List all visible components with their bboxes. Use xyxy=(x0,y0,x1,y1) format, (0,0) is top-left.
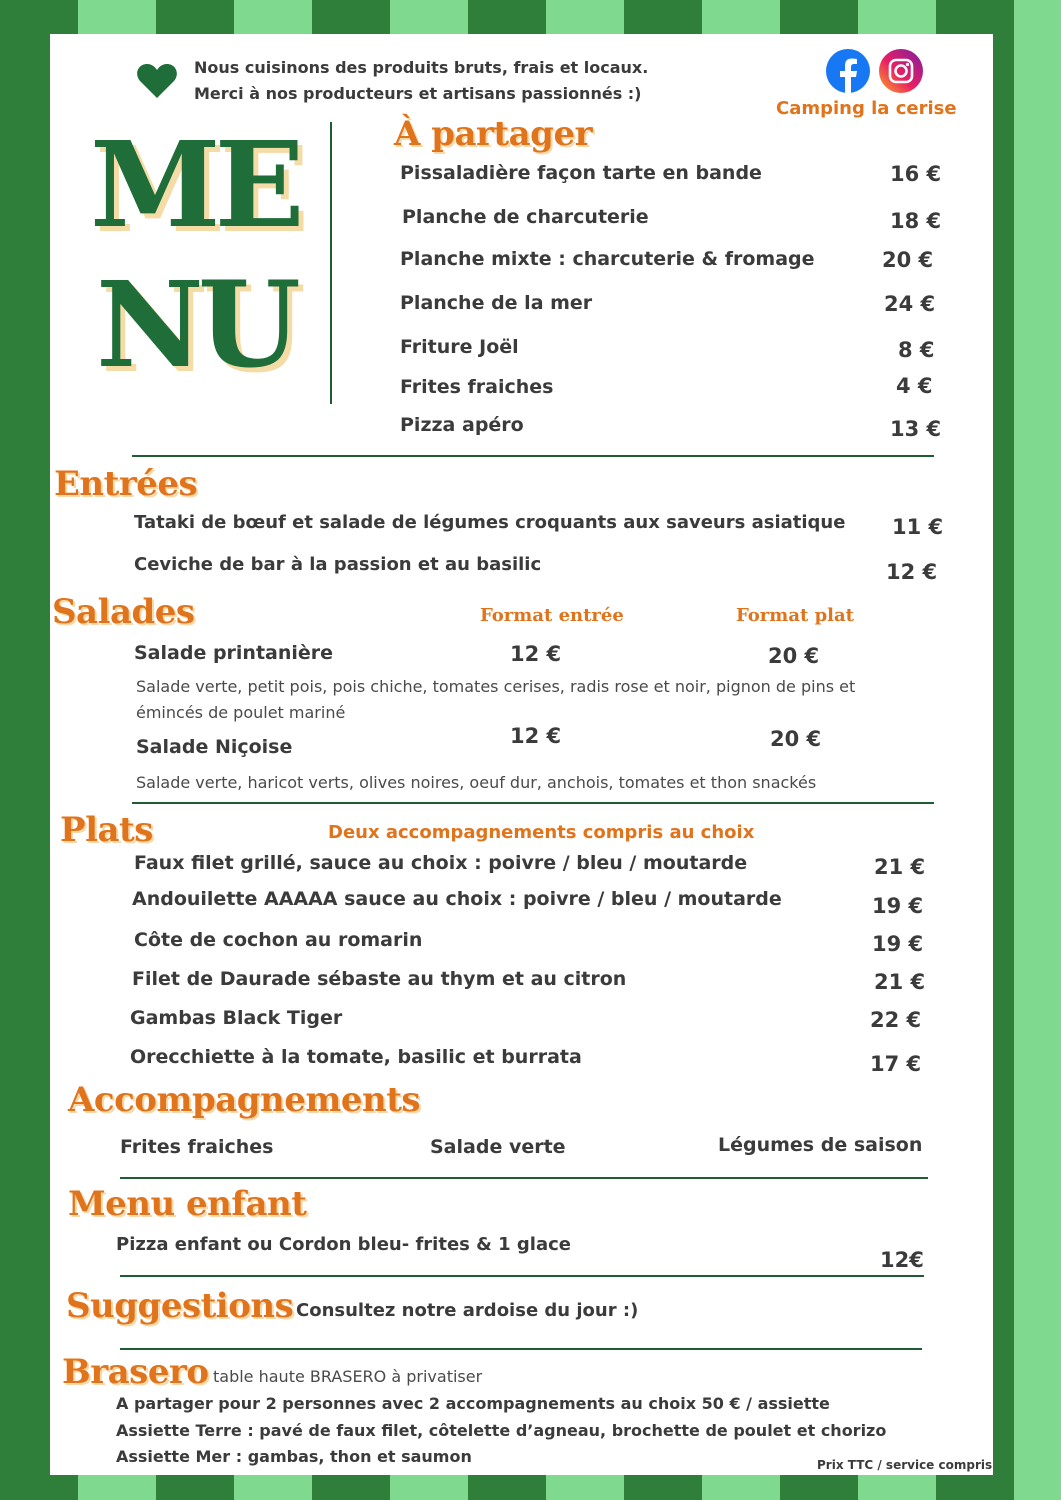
item-price: 13 € xyxy=(890,417,942,441)
item-price: 16 € xyxy=(890,162,942,186)
list-item: Frites fraiches xyxy=(120,1136,274,1158)
item-price-plat: 20 € xyxy=(770,727,822,751)
list-item: Planche de la mer xyxy=(400,292,593,314)
section-divider xyxy=(120,1177,928,1179)
format-entree-label: Format entrée xyxy=(480,605,624,626)
section-divider xyxy=(120,1275,924,1277)
brasero-line: A partager pour 2 personnes avec 2 accompagnements au choix 50 € / assiette xyxy=(116,1394,830,1413)
brasero-line: Assiette Mer : gambas, thon et saumon xyxy=(116,1447,472,1466)
list-item: Ceviche de bar à la passion et au basilic xyxy=(134,554,542,575)
heart-icon xyxy=(136,62,178,100)
list-item: Côte de cochon au romarin xyxy=(134,929,423,951)
section-divider xyxy=(120,1348,922,1350)
menu-enfant-heading: Menu enfant xyxy=(68,1184,307,1224)
suggestions-heading: Suggestions xyxy=(66,1286,294,1326)
list-item: Salade Niçoise xyxy=(136,736,293,758)
item-price: 17 € xyxy=(870,1052,922,1076)
list-item: Frites fraiches xyxy=(400,376,554,398)
menu-title-top: ME xyxy=(90,115,299,254)
brasero-subtitle: table haute BRASERO à privatiser xyxy=(213,1367,483,1386)
list-item: Andouilette AAAAA sauce au choix : poivre / bleu / moutarde xyxy=(132,888,782,910)
item-price: 11 € xyxy=(892,515,944,539)
item-price: 21 € xyxy=(874,855,926,879)
list-item: Tataki de bœuf et salade de légumes croquants aux saveurs asiatique xyxy=(134,512,846,533)
brasero-heading: Brasero xyxy=(62,1352,209,1392)
list-item: Légumes de saison xyxy=(718,1134,923,1156)
item-description: Salade verte, petit pois, pois chiche, tomates cerises, radis rose et noir, pignon de pins et émincés de poulet mariné xyxy=(136,677,856,722)
a-partager-heading: À partager xyxy=(394,114,592,154)
list-item: Filet de Daurade sébaste au thym et au citron xyxy=(132,968,627,990)
accompagnements-heading: Accompagnements xyxy=(68,1080,421,1120)
section-divider xyxy=(132,802,934,804)
list-item: Orecchiette à la tomate, basilic et burrata xyxy=(130,1046,582,1068)
menu-page xyxy=(50,34,993,1475)
item-price: 21 € xyxy=(874,970,926,994)
item-price: 24 € xyxy=(884,292,936,316)
list-item: Pissaladière façon tarte en bande xyxy=(400,162,762,184)
list-item: Pizza enfant ou Cordon bleu- frites & 1 glace xyxy=(116,1234,571,1255)
section-divider xyxy=(132,455,934,457)
instagram-icon[interactable] xyxy=(878,48,924,94)
list-item: Planche mixte : charcuterie & fromage xyxy=(400,248,815,270)
entrees-heading: Entrées xyxy=(54,464,198,504)
item-price: 12 € xyxy=(886,560,938,584)
item-price: 8 € xyxy=(898,338,935,362)
list-item: Planche de charcuterie xyxy=(402,206,649,228)
plats-heading: Plats xyxy=(60,810,153,850)
header-line-1: Nous cuisinons des produits bruts, frais et locaux. xyxy=(194,58,649,77)
item-description: Salade verte, haricot verts, olives noires, oeuf dur, anchois, tomates et thon snackés xyxy=(136,773,817,792)
header-line-2: Merci à nos producteurs et artisans passionnés :) xyxy=(194,84,642,103)
menu-title-bottom: NU xyxy=(96,255,295,394)
item-price-entree: 12 € xyxy=(510,642,562,666)
suggestions-text: Consultez notre ardoise du jour :) xyxy=(296,1300,639,1321)
vertical-divider xyxy=(330,122,332,404)
list-item: Pizza apéro xyxy=(400,414,524,436)
item-price: 22 € xyxy=(870,1008,922,1032)
item-price: 20 € xyxy=(882,248,934,272)
plats-note: Deux accompagnements compris au choix xyxy=(328,822,755,843)
item-price-entree: 12 € xyxy=(510,724,562,748)
social-name: Camping la cerise xyxy=(776,98,957,119)
item-price-plat: 20 € xyxy=(768,644,820,668)
salades-heading: Salades xyxy=(52,592,195,632)
item-price: 19 € xyxy=(872,932,924,956)
item-price: 4 € xyxy=(896,374,933,398)
list-item: Salade printanière xyxy=(134,642,334,664)
list-item: Faux filet grillé, sauce au choix : poivre / bleu / moutarde xyxy=(134,852,748,874)
facebook-icon[interactable] xyxy=(825,48,871,94)
list-item: Friture Joël xyxy=(400,336,519,358)
list-item: Salade verte xyxy=(430,1136,566,1158)
item-price: 18 € xyxy=(890,209,942,233)
brasero-line: Assiette Terre : pavé de faux filet, côtelette d’agneau, brochette de poulet et chorizo xyxy=(116,1421,887,1440)
item-price: 12€ xyxy=(880,1248,924,1272)
footnote: Prix TTC / service compris xyxy=(817,1458,993,1472)
list-item: Gambas Black Tiger xyxy=(130,1007,343,1029)
item-price: 19 € xyxy=(872,894,924,918)
format-plat-label: Format plat xyxy=(736,605,854,626)
